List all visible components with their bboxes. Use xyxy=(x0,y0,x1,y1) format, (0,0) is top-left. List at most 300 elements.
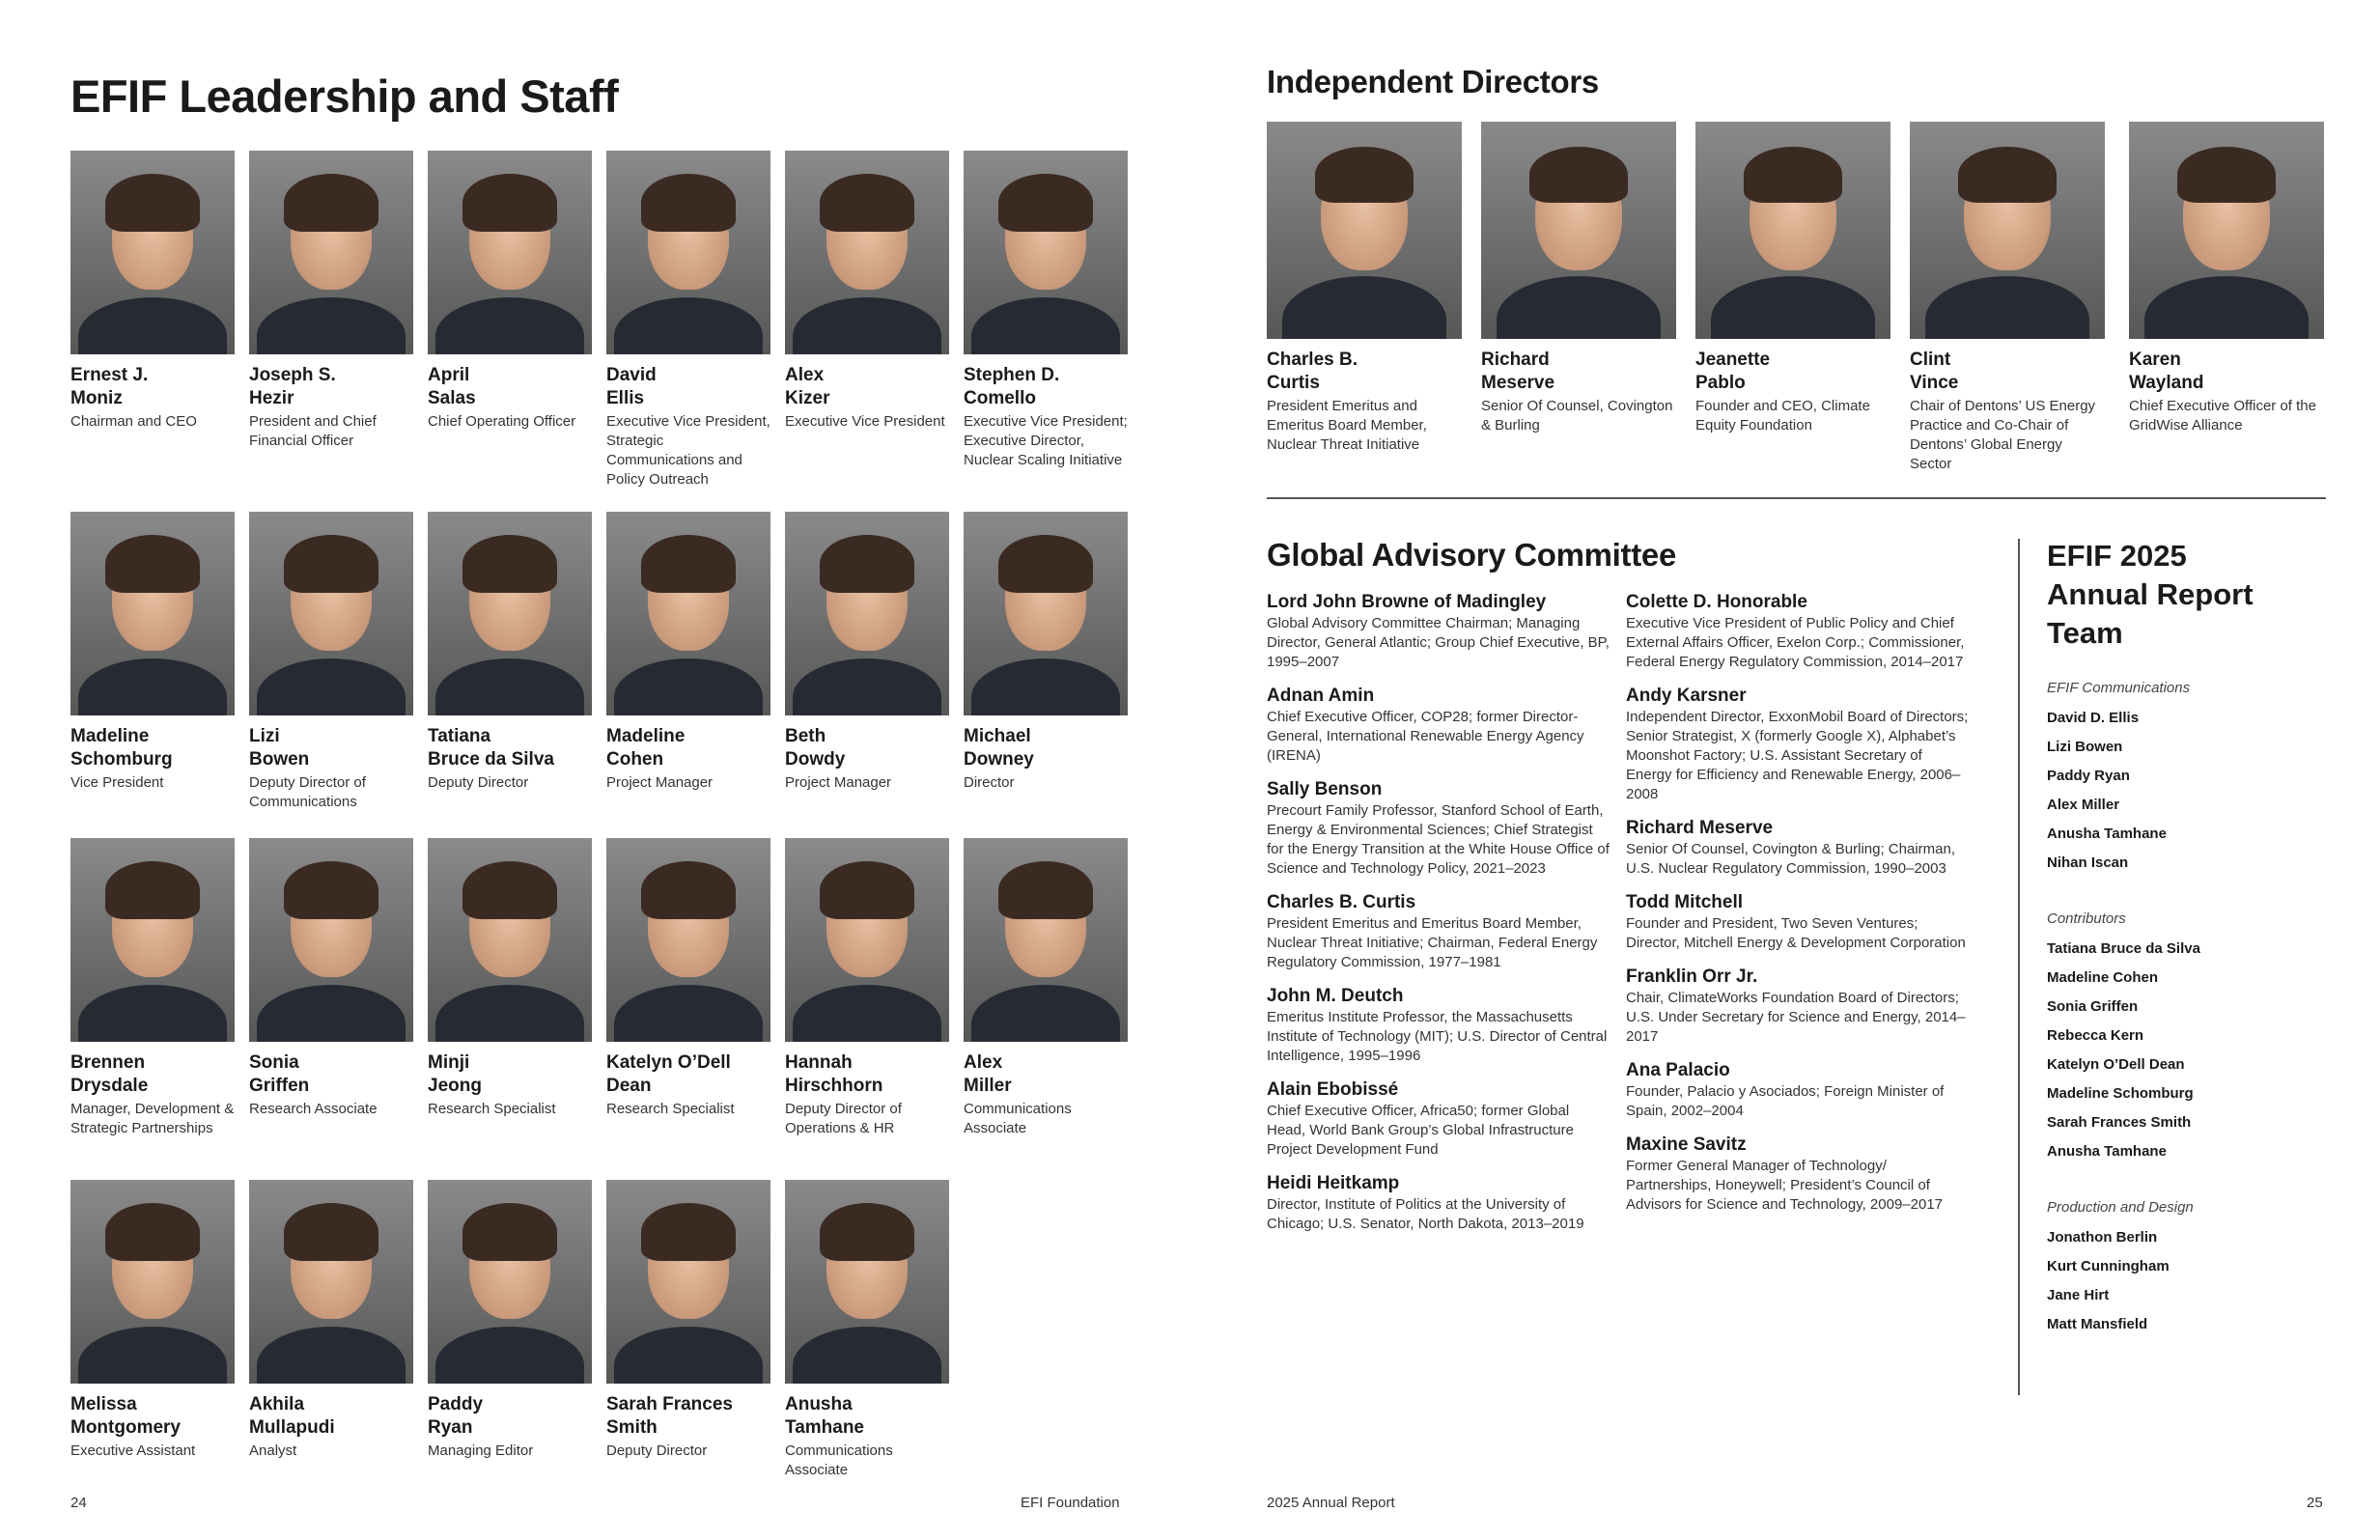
portrait-hair xyxy=(820,174,914,232)
gac-member-name: Adnan Amin xyxy=(1267,686,1375,706)
portrait-hair xyxy=(820,535,914,593)
team-member-name: Paddy Ryan xyxy=(2047,768,2130,784)
team-member-name: Kurt Cunningham xyxy=(2047,1258,2170,1274)
gac-member-name: Andy Karsner xyxy=(1626,686,1747,706)
gac-heading: Global Advisory Committee xyxy=(1267,537,1677,573)
gac-member-desc: Emeritus Institute Professor, the Massachusetts Institute of Technology (MIT); U.S. Director of Central Intelligence, 1995–1996 xyxy=(1267,1009,1608,1064)
portrait-torso xyxy=(78,658,227,715)
director-card xyxy=(1910,122,2105,474)
portrait-hair xyxy=(1958,147,2057,203)
team-member-name: Jane Hirt xyxy=(2047,1287,2110,1303)
director-name xyxy=(2129,349,2324,395)
staff-role: Executive Vice President; Executive Director, Nuclear Scaling Initiative xyxy=(964,413,1128,468)
team-section-label: Production and Design xyxy=(2047,1199,2194,1216)
team-member-name: Lizi Bowen xyxy=(2047,739,2123,755)
portrait-torso xyxy=(793,1327,941,1384)
portrait-torso xyxy=(614,985,763,1042)
portrait-photo xyxy=(606,1180,770,1384)
staff-role: Research Associate xyxy=(249,1101,378,1117)
portrait-hair xyxy=(284,1203,378,1261)
staff-role: President and Chief Financial Officer xyxy=(249,413,377,449)
team-member-name: David D. Ellis xyxy=(2047,710,2140,726)
staff-last-name: Dowdy xyxy=(785,749,846,770)
staff-first-name: Tatiana xyxy=(428,726,491,746)
portrait-photo xyxy=(606,838,770,1042)
staff-last-name: Bowen xyxy=(249,749,310,770)
staff-role: Analyst xyxy=(249,1442,297,1459)
staff-role: Deputy Director of Communications xyxy=(249,774,366,810)
portrait-photo xyxy=(428,838,592,1042)
staff-role: Chief Operating Officer xyxy=(428,413,576,430)
team-member-name: Jonathon Berlin xyxy=(2047,1229,2158,1246)
gac-member xyxy=(1626,1134,1969,1215)
staff-role: Communications Associate xyxy=(964,1101,1072,1136)
staff-first-name: Lizi xyxy=(249,726,280,746)
team-member-name: Anusha Tamhane xyxy=(2047,826,2167,842)
portrait-photo xyxy=(785,151,949,354)
portrait-torso xyxy=(78,985,227,1042)
portrait-photo xyxy=(70,151,235,354)
portrait-photo xyxy=(70,512,235,715)
gac-member-name: Alain Ebobissé xyxy=(1267,1079,1399,1100)
portrait-photo xyxy=(606,151,770,354)
staff-name xyxy=(428,725,592,771)
portrait-photo xyxy=(1910,122,2105,339)
staff-first-name: Madeline xyxy=(606,726,686,746)
team-section-label: Contributors xyxy=(2047,910,2126,927)
portrait-torso xyxy=(971,658,1120,715)
director-first-name: Clint xyxy=(1910,350,1951,370)
staff-name xyxy=(785,364,949,410)
portrait-hair xyxy=(462,861,557,919)
staff-name xyxy=(606,1051,770,1098)
gac-member-desc: Executive Vice President of Public Policy and Chief External Affairs Officer, Exelon Corp.; Commissioner, Federal Energy Regulatory Commission, 2014–2017 xyxy=(1626,615,1965,670)
staff-last-name: Salas xyxy=(428,388,476,408)
team-member-name: Katelyn O’Dell Dean xyxy=(2047,1056,2185,1073)
team-member-name: Nihan Iscan xyxy=(2047,854,2129,871)
portrait-photo xyxy=(785,838,949,1042)
staff-name xyxy=(785,725,949,771)
gac-member-name: Ana Palacio xyxy=(1626,1060,1730,1080)
staff-card xyxy=(428,1180,592,1461)
staff-card xyxy=(70,838,235,1138)
staff-name xyxy=(964,364,1128,410)
staff-card xyxy=(964,838,1128,1138)
team-section xyxy=(2047,910,2327,1166)
staff-card xyxy=(606,1180,770,1461)
staff-last-name: Hezir xyxy=(249,388,294,408)
staff-first-name: Hannah xyxy=(785,1052,853,1073)
director-role: Senior Of Counsel, Covington & Burling xyxy=(1481,398,1673,434)
gac-member-desc: Global Advisory Committee Chairman; Managing Director, General Atlantic; Group Chief Executive, BP, 1995–2007 xyxy=(1267,615,1610,670)
portrait-photo xyxy=(428,1180,592,1384)
gac-member-desc: President Emeritus and Emeritus Board Member, Nuclear Threat Initiative; Chairman, Federal Energy Regulatory Commission, 1977–1981 xyxy=(1267,915,1598,970)
gac-member-desc: Independent Director, ExxonMobil Board of Directors; Senior Strategist, X (formerly Google X), Alphabet’s Moonshot Factory; U.S. Assistant Secretary of Energy for Efficiency and Renewable Energy, 2006–2008 xyxy=(1626,709,1969,802)
portrait-hair xyxy=(820,1203,914,1261)
portrait-photo xyxy=(2129,122,2324,339)
portrait-torso xyxy=(1925,276,2089,339)
portrait-photo xyxy=(785,512,949,715)
team-title: EFIF 2025 Annual Report Team xyxy=(2047,539,2254,650)
gac-member xyxy=(1267,778,1610,879)
director-card xyxy=(2129,122,2324,435)
director-role: Chief Executive Officer of the GridWise Alliance xyxy=(2129,398,2316,434)
staff-card xyxy=(428,838,592,1119)
staff-last-name: Mullapudi xyxy=(249,1417,335,1438)
team-member-name: Anusha Tamhane xyxy=(2047,1143,2167,1160)
director-name xyxy=(1481,349,1676,395)
team-member-name: Sonia Griffen xyxy=(2047,998,2139,1015)
gac-member xyxy=(1267,985,1610,1066)
director-first-name: Richard xyxy=(1481,350,1550,370)
staff-name xyxy=(428,364,592,410)
director-last-name: Curtis xyxy=(1267,373,1320,393)
staff-name xyxy=(606,1393,770,1440)
staff-name xyxy=(70,725,235,771)
gac-member-desc: Founder, Palacio y Asociados; Foreign Minister of Spain, 2002–2004 xyxy=(1626,1083,1945,1119)
portrait-torso xyxy=(257,297,406,354)
portrait-hair xyxy=(105,861,200,919)
staff-name xyxy=(964,1051,1128,1098)
gac-member-name: Charles B. Curtis xyxy=(1267,892,1416,912)
portrait-photo xyxy=(606,512,770,715)
staff-name xyxy=(785,1051,949,1098)
portrait-hair xyxy=(105,1203,200,1261)
portrait-hair xyxy=(462,1203,557,1261)
gac-member-name: Heidi Heitkamp xyxy=(1267,1173,1400,1193)
portrait-torso xyxy=(793,297,941,354)
portrait-torso xyxy=(614,658,763,715)
staff-first-name: Sonia xyxy=(249,1052,299,1073)
staff-last-name: Jeong xyxy=(428,1076,482,1096)
annual-report-team xyxy=(2047,537,2327,1339)
staff-card xyxy=(785,151,949,432)
portrait-torso xyxy=(78,297,227,354)
staff-first-name: Michael xyxy=(964,726,1031,746)
staff-card xyxy=(249,1180,413,1461)
portrait-hair xyxy=(998,861,1093,919)
staff-first-name: April xyxy=(428,365,470,385)
staff-role: Chairman and CEO xyxy=(70,413,197,430)
staff-first-name: Paddy xyxy=(428,1394,484,1414)
staff-name xyxy=(70,1051,235,1098)
staff-last-name: Hirschhorn xyxy=(785,1076,883,1096)
staff-role: Executive Assistant xyxy=(70,1442,196,1459)
staff-last-name: Griffen xyxy=(249,1076,310,1096)
portrait-hair xyxy=(641,1203,736,1261)
staff-first-name: Anusha xyxy=(785,1394,853,1414)
team-member-name: Matt Mansfield xyxy=(2047,1316,2148,1332)
portrait-hair xyxy=(284,861,378,919)
staff-last-name: Comello xyxy=(964,388,1036,408)
portrait-torso xyxy=(257,985,406,1042)
staff-role: Managing Editor xyxy=(428,1442,534,1459)
staff-name xyxy=(428,1051,592,1098)
portrait-photo xyxy=(249,1180,413,1384)
portrait-torso xyxy=(971,985,1120,1042)
gac-member-name: Colette D. Honorable xyxy=(1626,592,1807,612)
portrait-hair xyxy=(641,174,736,232)
portrait-torso xyxy=(614,297,763,354)
portrait-hair xyxy=(105,535,200,593)
gac-member xyxy=(1267,1172,1610,1234)
portrait-torso xyxy=(435,985,584,1042)
portrait-photo xyxy=(249,151,413,354)
staff-card xyxy=(428,512,592,793)
portrait-torso xyxy=(435,297,584,354)
gac-member-desc: Senior Of Counsel, Covington & Burling; Chairman, U.S. Nuclear Regulatory Commission, 1990–2003 xyxy=(1626,841,1956,877)
staff-first-name: Stephen D. xyxy=(964,365,1060,385)
staff-name xyxy=(249,364,413,410)
director-last-name: Wayland xyxy=(2129,373,2204,393)
staff-first-name: Minji xyxy=(428,1052,470,1073)
portrait-hair xyxy=(641,861,736,919)
portrait-hair xyxy=(1529,147,1628,203)
staff-card xyxy=(249,151,413,451)
director-role: Founder and CEO, Climate Equity Foundation xyxy=(1695,398,1870,434)
staff-role: Communications Associate xyxy=(785,1442,893,1478)
staff-first-name: Alex xyxy=(964,1052,1003,1073)
staff-name xyxy=(249,1393,413,1440)
staff-last-name: Ryan xyxy=(428,1417,473,1438)
team-member-name: Rebecca Kern xyxy=(2047,1027,2144,1044)
portrait-hair xyxy=(462,174,557,232)
staff-card xyxy=(785,512,949,793)
portrait-torso xyxy=(793,985,941,1042)
team-member-name: Alex Miller xyxy=(2047,797,2120,813)
staff-card xyxy=(606,151,770,490)
portrait-hair xyxy=(641,535,736,593)
team-member-name: Madeline Schomburg xyxy=(2047,1085,2194,1102)
team-member-name: Madeline Cohen xyxy=(2047,969,2159,986)
team-member-name: Tatiana Bruce da Silva xyxy=(2047,940,2200,957)
staff-last-name: Kizer xyxy=(785,388,830,408)
gac-member-desc: Founder and President, Two Seven Ventures; Director, Mitchell Energy & Development Corporation xyxy=(1626,915,1966,951)
footer-report: 2025 Annual Report xyxy=(1267,1495,1395,1511)
portrait-hair xyxy=(284,535,378,593)
team-section xyxy=(2047,1199,2327,1339)
staff-first-name: Joseph S. xyxy=(249,365,336,385)
portrait-hair xyxy=(820,861,914,919)
staff-card xyxy=(249,838,413,1119)
portrait-torso xyxy=(1497,276,1661,339)
gac-member xyxy=(1626,966,1969,1047)
staff-last-name: Dean xyxy=(606,1076,652,1096)
gac-member xyxy=(1626,591,1969,672)
portrait-hair xyxy=(2177,147,2276,203)
staff-card xyxy=(70,151,235,432)
gac-member-desc: Chief Executive Officer, COP28; former Director-General, International Renewable Energy Agency (IRENA) xyxy=(1267,709,1584,764)
staff-first-name: Alex xyxy=(785,365,825,385)
portrait-torso xyxy=(793,658,941,715)
staff-card xyxy=(70,1180,235,1461)
director-name xyxy=(1695,349,1890,395)
portrait-photo xyxy=(1695,122,1890,339)
director-last-name: Meserve xyxy=(1481,373,1555,393)
staff-role: Research Specialist xyxy=(606,1101,735,1117)
gac-member xyxy=(1626,817,1969,879)
directors-heading: Independent Directors xyxy=(1267,64,1599,99)
portrait-hair xyxy=(1744,147,1842,203)
director-first-name: Charles B. xyxy=(1267,350,1358,370)
portrait-photo xyxy=(964,151,1128,354)
gac-member xyxy=(1626,685,1969,804)
portrait-hair xyxy=(998,535,1093,593)
staff-first-name: Madeline xyxy=(70,726,150,746)
portrait-hair xyxy=(998,174,1093,232)
staff-name xyxy=(606,725,770,771)
staff-first-name: Akhila xyxy=(249,1394,305,1414)
staff-role: Executive Vice President, Strategic Communications and Policy Outreach xyxy=(606,413,770,488)
portrait-torso xyxy=(435,1327,584,1384)
gac-member xyxy=(1267,685,1610,766)
staff-last-name: Bruce da Silva xyxy=(428,749,554,770)
staff-last-name: Cohen xyxy=(606,749,664,770)
director-role: President Emeritus and Emeritus Board Member, Nuclear Threat Initiative xyxy=(1267,398,1427,453)
director-first-name: Karen xyxy=(2129,350,2181,370)
gac-member-name: Sally Benson xyxy=(1267,779,1383,799)
staff-name xyxy=(249,1051,413,1098)
gac-member-desc: Former General Manager of Technology/ Partnerships, Honeywell; President’s Council of Advisors for Science and Technology, 2009–2017 xyxy=(1626,1158,1944,1213)
section-divider xyxy=(1267,497,2326,499)
team-section xyxy=(2047,680,2327,878)
gac-member-desc: Chief Executive Officer, Africa50; former Global Head, World Bank Group’s Global Infrastructure Project Development Fund xyxy=(1267,1103,1574,1158)
staff-first-name: David xyxy=(606,365,657,385)
staff-card xyxy=(785,838,949,1138)
portrait-torso xyxy=(614,1327,763,1384)
staff-name xyxy=(70,364,235,410)
portrait-torso xyxy=(435,658,584,715)
portrait-photo xyxy=(70,838,235,1042)
staff-role: Executive Vice President xyxy=(785,413,945,430)
staff-card xyxy=(964,151,1128,470)
portrait-hair xyxy=(284,174,378,232)
staff-last-name: Moniz xyxy=(70,388,123,408)
director-last-name: Pablo xyxy=(1695,373,1746,393)
gac-member xyxy=(1626,1059,1969,1121)
gac-member-desc: Precourt Family Professor, Stanford School of Earth, Energy & Environmental Sciences; Chief Strategist for the Energy Transition at the White House Office of Science and Technology Policy, 2021–2023 xyxy=(1267,802,1610,877)
portrait-torso xyxy=(1282,276,1446,339)
page-number-right: 25 xyxy=(2307,1495,2323,1511)
portrait-photo xyxy=(1481,122,1676,339)
gac-member-desc: Director, Institute of Politics at the University of Chicago; U.S. Senator, North Dakota, 2013–2019 xyxy=(1267,1196,1584,1232)
staff-name xyxy=(606,364,770,410)
staff-name xyxy=(964,725,1128,771)
gac-member-name: Franklin Orr Jr. xyxy=(1626,966,1758,987)
staff-first-name: Sarah Frances xyxy=(606,1394,733,1414)
staff-role: Manager, Development & Strategic Partnerships xyxy=(70,1101,235,1136)
staff-first-name: Katelyn O’Dell xyxy=(606,1052,731,1073)
staff-card xyxy=(606,512,770,793)
portrait-photo xyxy=(785,1180,949,1384)
staff-role: Vice President xyxy=(70,774,164,791)
staff-card xyxy=(249,512,413,812)
staff-last-name: Tamhane xyxy=(785,1417,865,1438)
staff-last-name: Miller xyxy=(964,1076,1012,1096)
gac-member xyxy=(1267,591,1610,672)
staff-last-name: Ellis xyxy=(606,388,645,408)
portrait-photo xyxy=(1267,122,1462,339)
portrait-hair xyxy=(462,535,557,593)
gac-member-name: Lord John Browne of Madingley xyxy=(1267,592,1547,612)
portrait-torso xyxy=(78,1327,227,1384)
gac-member-name: Richard Meserve xyxy=(1626,818,1774,838)
staff-card xyxy=(964,512,1128,793)
gac-member-desc: Chair, ClimateWorks Foundation Board of Directors; U.S. Under Secretary for Science and Energy, 2014–2017 xyxy=(1626,990,1966,1045)
staff-name xyxy=(70,1393,235,1440)
staff-name xyxy=(785,1393,949,1440)
director-card xyxy=(1695,122,1890,435)
team-section-label: EFIF Communications xyxy=(2047,680,2191,696)
portrait-torso xyxy=(971,297,1120,354)
staff-last-name: Drysdale xyxy=(70,1076,149,1096)
portrait-torso xyxy=(257,1327,406,1384)
staff-name xyxy=(428,1393,592,1440)
staff-first-name: Brennen xyxy=(70,1052,146,1073)
staff-last-name: Montgomery xyxy=(70,1417,181,1438)
staff-last-name: Downey xyxy=(964,749,1034,770)
staff-role: Director xyxy=(964,774,1015,791)
staff-last-name: Schomburg xyxy=(70,749,173,770)
page-number-left: 24 xyxy=(70,1495,87,1511)
portrait-photo xyxy=(964,838,1128,1042)
staff-card xyxy=(785,1180,949,1480)
portrait-hair xyxy=(105,174,200,232)
portrait-torso xyxy=(257,658,406,715)
gac-member xyxy=(1267,1078,1610,1160)
staff-name xyxy=(249,725,413,771)
director-card xyxy=(1481,122,1676,435)
staff-first-name: Beth xyxy=(785,726,826,746)
staff-card xyxy=(428,151,592,432)
gac-member xyxy=(1267,891,1610,972)
portrait-photo xyxy=(249,512,413,715)
staff-role: Project Manager xyxy=(785,774,892,791)
portrait-photo xyxy=(249,838,413,1042)
director-name xyxy=(1910,349,2105,395)
gac-member-name: Maxine Savitz xyxy=(1626,1134,1747,1155)
director-role: Chair of Dentons’ US Energy Practice and Co-Chair of Dentons’ Global Energy Sector xyxy=(1910,398,2096,472)
staff-card xyxy=(70,512,235,793)
portrait-torso xyxy=(1711,276,1875,339)
portrait-torso xyxy=(2144,276,2309,339)
footer-publisher: EFI Foundation xyxy=(1021,1495,1120,1511)
team-member-name: Sarah Frances Smith xyxy=(2047,1114,2192,1131)
gac-column-1 xyxy=(1267,591,1610,1246)
portrait-hair xyxy=(1315,147,1414,203)
staff-role: Deputy Director xyxy=(428,774,529,791)
director-first-name: Jeanette xyxy=(1695,350,1771,370)
portrait-photo xyxy=(70,1180,235,1384)
director-name xyxy=(1267,349,1462,395)
portrait-photo xyxy=(964,512,1128,715)
team-divider xyxy=(2018,539,2020,1395)
staff-card xyxy=(606,838,770,1119)
staff-first-name: Ernest J. xyxy=(70,365,149,385)
gac-member-name: John M. Deutch xyxy=(1267,986,1404,1006)
staff-role: Research Specialist xyxy=(428,1101,556,1117)
portrait-photo xyxy=(428,151,592,354)
portrait-photo xyxy=(428,512,592,715)
director-last-name: Vince xyxy=(1910,373,1959,393)
staff-role: Deputy Director xyxy=(606,1442,708,1459)
gac-member xyxy=(1626,891,1969,953)
page-title: EFIF Leadership and Staff xyxy=(70,70,619,122)
gac-column-2 xyxy=(1626,591,1969,1227)
gac-member-name: Todd Mitchell xyxy=(1626,892,1744,912)
director-card xyxy=(1267,122,1462,455)
staff-last-name: Smith xyxy=(606,1417,658,1438)
